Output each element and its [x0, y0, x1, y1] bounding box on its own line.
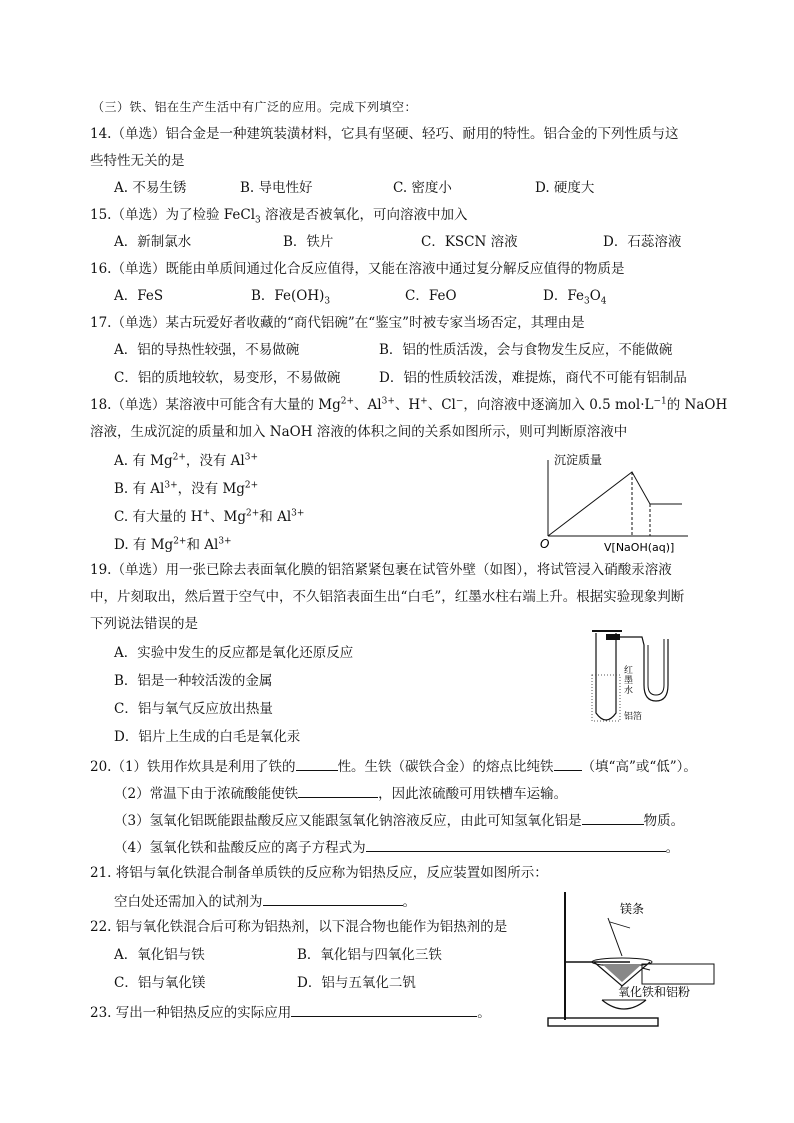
- q18-option-b[interactable]: B. 有 $Al^{3+}$，没有 $Mg^{2+}$: [114, 480, 259, 497]
- q21-stem: 21. 将铝与氧化铁混合制备单质铁的反应称为铝热反应，反应装置如图所示：: [90, 865, 548, 881]
- q17-option-d[interactable]: D．铝的性质较活泼，难提炼，商代不可能有铝制品: [379, 370, 687, 386]
- thermite-apparatus-figure: [540, 888, 740, 1030]
- test-tube: [596, 633, 616, 720]
- q20-blank-3[interactable]: [298, 783, 378, 798]
- section-header: （三）铁、铝在生产生活中有广泛的应用。完成下列填空：: [92, 100, 418, 114]
- q16-option-d[interactable]: D．$Fe_3O_4$: [543, 288, 607, 307]
- svg-text:水: 水: [624, 686, 634, 696]
- graph-x-label: V[NaOH(aq)]: [604, 541, 675, 554]
- q14-option-c[interactable]: C. 密度小: [393, 180, 452, 196]
- q20-part3: （3）氢氧化铝既能跟盐酸反应又能跟氢氧化钠溶液反应，由此可知氢氧化铝是 物质。: [114, 810, 684, 830]
- q14-option-d[interactable]: D. 硬度大: [535, 180, 595, 196]
- mixture-label: 氧化铁和铝粉: [618, 985, 691, 999]
- mg-label: 镁条: [620, 902, 645, 916]
- graph-curve: [548, 472, 682, 536]
- q19-apparatus-figure: [582, 625, 692, 735]
- q20-part1: 20.（1）铁用作炊具是利用了铁的 性。生铁（碳铁合金）的熔点比纯铁 （填“高”或“低”）。: [90, 756, 697, 776]
- q23-stem: 23. 写出一种铝热反应的实际应用 。: [90, 1002, 491, 1022]
- graph-origin: O: [540, 537, 550, 551]
- q20-blank-4[interactable]: [582, 810, 644, 825]
- q20-part2: （2）常温下由于浓硫酸能使铁 ，因此浓硫酸可用铁槽车运输。: [114, 783, 567, 803]
- u-tube: [612, 637, 668, 701]
- q20-blank-5[interactable]: [366, 837, 666, 852]
- q16-option-a[interactable]: A．FeS: [114, 288, 164, 304]
- q22-option-c[interactable]: C．铝与氧化镁: [114, 975, 206, 991]
- q18-stem-line2: 溶液，生成沉淀的质量和加入 NaOH 溶液的体积之间的关系如图所示，则可判断原溶液中: [90, 424, 628, 440]
- q15-option-b[interactable]: B．铁片: [283, 234, 334, 250]
- q21-blank[interactable]: [263, 891, 403, 906]
- q23-blank[interactable]: [291, 1002, 477, 1017]
- q15-option-c[interactable]: C．KSCN 溶液: [421, 234, 518, 250]
- svg-text:墨: 墨: [624, 676, 634, 686]
- q14-stem-line1: 14.（单选）铝合金是一种建筑装潢材料，它具有坚硬、轻巧、耐用的特性。铝合金的下列性质与这: [90, 126, 679, 142]
- q19-option-d[interactable]: D．铝片上生成的白毛是氧化汞: [114, 729, 301, 745]
- q14-option-b[interactable]: B. 导电性好: [240, 180, 313, 196]
- q22-option-b[interactable]: B．氧化铝与四氧化三铁: [297, 947, 442, 963]
- blank-box: [642, 964, 714, 984]
- q19-option-b[interactable]: B．铝是一种较活泼的金属: [114, 673, 273, 689]
- q18-precipitate-graph: [530, 448, 700, 558]
- q14-stem-line2: 些特性无关的是: [90, 153, 185, 169]
- q15-stem: 15.（单选）为了检验 FeCl$_3$ 溶液是否被氧化，可向溶液中加入: [90, 207, 468, 226]
- q15-option-a[interactable]: A．新制氯水: [114, 234, 192, 250]
- q20-blank-2[interactable]: [554, 756, 582, 771]
- q14-option-a[interactable]: A. 不易生锈: [114, 180, 187, 196]
- q16-option-c[interactable]: C．FeO: [405, 288, 457, 304]
- graph-y-label: 沉淀质量: [554, 453, 603, 467]
- q22-option-a[interactable]: A．氧化铝与铁: [114, 947, 205, 963]
- sand-dish: [602, 1000, 646, 1009]
- q18-option-d[interactable]: D. 有 $Mg^{2+}$和 $Al^{3+}$: [114, 536, 232, 553]
- foil-label: 铝箔: [624, 712, 643, 722]
- q19-stem-line2: 中，片刻取出，然后置于空气中，不久铝箔表面生出“白毛”，红墨水柱右端上升。根据实验现象判断: [90, 589, 685, 605]
- q20-blank-1[interactable]: [296, 756, 338, 771]
- q22-stem: 22. 铝与氧化铁混合后可称为铝热剂，以下混合物也能作为铝热剂的是: [90, 919, 508, 935]
- q20-part4: （4）氢氧化铁和盐酸反应的离子方程式为 。: [114, 837, 679, 857]
- q17-option-a[interactable]: A．铝的导热性较强，不易做碗: [114, 342, 300, 358]
- q17-stem: 17.（单选）某古玩爱好者收藏的“商代铝碗”在“鉴宝”时被专家当场否定，其理由是: [90, 315, 585, 331]
- q21-answer-line: 空白处还需加入的试剂为 。: [114, 891, 416, 911]
- q18-option-c[interactable]: C. 有大量的 H+、$Mg^{2+}$和 $Al^{3+}$: [114, 508, 305, 525]
- q16-stem: 16.（单选）既能由单质间通过化合反应值得，又能在溶液中通过复分解反应值得的物质是: [90, 261, 625, 277]
- q18-option-a[interactable]: A. 有 $Mg^{2+}$，没有 $Al^{3+}$: [114, 452, 259, 469]
- q22-option-d[interactable]: D．铝与五氧化二钒: [297, 975, 416, 991]
- q17-option-b[interactable]: B．铝的性质活泼，会与食物发生反应，不能做碗: [379, 342, 673, 358]
- q15-option-d[interactable]: D．石蕊溶液: [603, 234, 682, 250]
- q19-stem-line3: 下列说法错误的是: [90, 616, 198, 632]
- svg-text:红: 红: [624, 666, 634, 676]
- q19-stem-line1: 19.（单选）用一张已除去表面氧化膜的铝箔紧紧包裹在试管外壁（如图），将试管浸入硝酸汞溶液: [90, 562, 672, 578]
- q19-option-a[interactable]: A．实验中发生的反应都是氧化还原反应: [114, 645, 354, 661]
- q17-option-c[interactable]: C．铝的质地较软，易变形，不易做碗: [114, 370, 341, 386]
- q16-option-b[interactable]: B．$Fe(OH)_3$: [251, 288, 331, 307]
- q19-option-c[interactable]: C．铝与氧气反应放出热量: [114, 701, 273, 717]
- q18-stem-line1: 18.（单选）某溶液中可能含有大量的 $Mg^{2+}$、$Al^{3+}$、H+、Cl−，向溶液中逐滴加入 0.5 $mol\cdot L^{-1}$的 NaOH: [90, 396, 728, 413]
